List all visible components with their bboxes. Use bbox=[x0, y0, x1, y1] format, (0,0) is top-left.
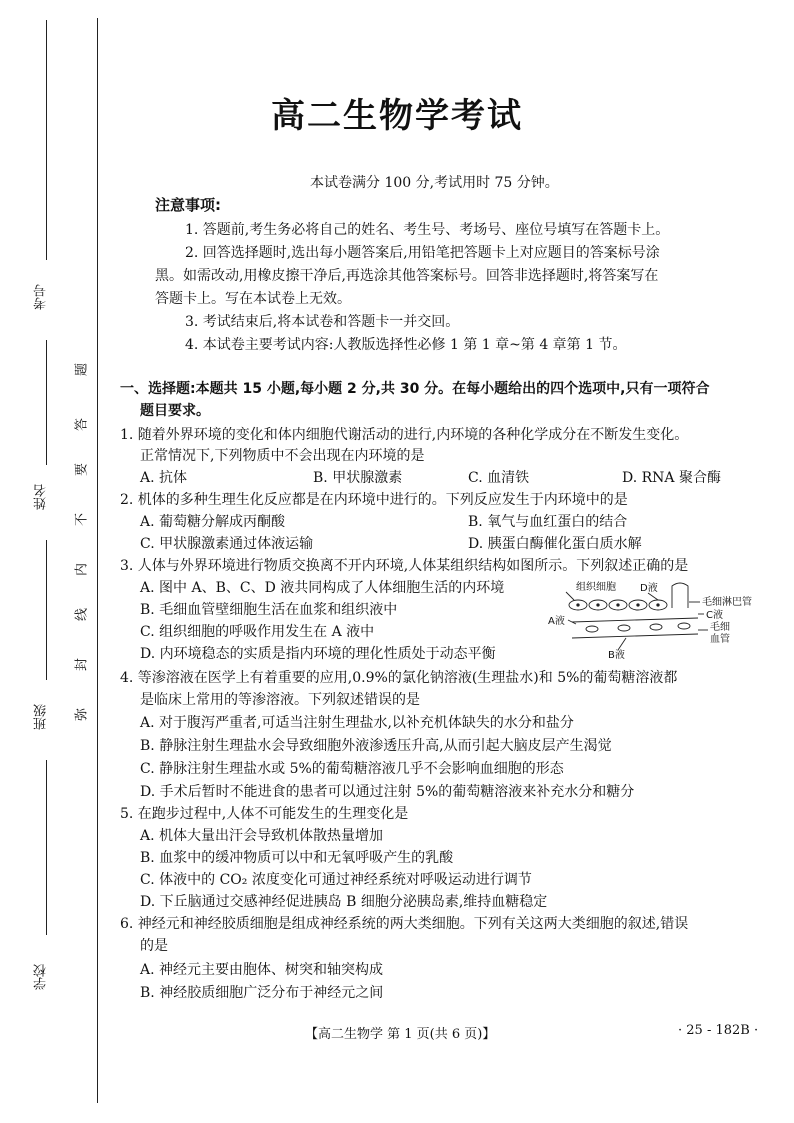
q5-option-a: A. 机体大量出汗会导致机体散热量增加 bbox=[140, 828, 384, 844]
q3-option-b: B. 毛细血管壁细胞生活在血浆和组织液中 bbox=[140, 602, 398, 618]
tissue-structure-diagram bbox=[548, 578, 768, 664]
notice-heading: 注意事项: bbox=[155, 196, 221, 214]
exam-info: 本试卷满分 100 分,考试用时 75 分钟。 bbox=[310, 175, 559, 191]
q1-stem-cont: 正常情况下,下列物质中不会出现在内环境的是 bbox=[140, 448, 425, 464]
page-title: 高二生物学考试 bbox=[271, 96, 523, 136]
name-field bbox=[32, 470, 62, 530]
section-heading: 一、选择题:本题共 15 小题,每小题 2 分,共 30 分。在每小题给出的四个选项中,只有一项符合 bbox=[120, 381, 710, 397]
q4-option-b: B. 静脉注射生理盐水会导致细胞外液渗透压升高,从而引起大脑皮层产生渴觉 bbox=[140, 738, 612, 754]
label-liquid-c: C液 bbox=[706, 610, 723, 621]
paper-code: · 25 - 182B · bbox=[678, 1023, 759, 1038]
q3-stem: 3. 人体与外界环境进行物质交换离不开内环境,人体某组织结构如图所示。下列叙述正确的是 bbox=[120, 558, 689, 574]
label-tissue-cell: 组织细胞 bbox=[576, 582, 616, 593]
label-lymph: 毛细淋巴管 bbox=[702, 597, 752, 608]
q1-option-c: C. 血清铁 bbox=[468, 470, 530, 486]
q1-option-a: A. 抗体 bbox=[140, 470, 188, 486]
class-label: 班级 bbox=[34, 704, 49, 730]
class-line bbox=[32, 540, 62, 690]
q4-option-c: C. 静脉注射生理盐水或 5%的葡萄糖溶液几乎不会影响血细胞的形态 bbox=[140, 761, 564, 777]
q2-option-d: D. 胰蛋白酶催化蛋白质水解 bbox=[468, 536, 642, 552]
notice-line: 2. 回答选择题时,选出每小题答案后,用铅笔把答题卡上对应题目的答案标号涂 bbox=[185, 245, 660, 261]
q4-option-d: D. 手术后暂时不能进食的患者可以通过注射 5%的葡萄糖溶液来补充水分和糖分 bbox=[140, 784, 635, 800]
q6-stem: 6. 神经元和神经胶质细胞是组成神经系统的两大类细胞。下列有关这两大类细胞的叙述,错误 bbox=[120, 916, 689, 932]
notice-line: 答题卡上。写在本试卷上无效。 bbox=[155, 291, 351, 307]
q6-option-b: B. 神经胶质细胞广泛分布于神经元之间 bbox=[140, 985, 384, 1001]
q3-option-a: A. 图中 A、B、C、D 液共同构成了人体细胞生活的内环境 bbox=[140, 580, 505, 596]
q2-stem: 2. 机体的多种生理生化反应都是在内环境中进行的。下列反应发生于内环境中的是 bbox=[120, 492, 628, 508]
q2-option-c: C. 甲状腺激素通过体液运输 bbox=[140, 536, 314, 552]
q4-stem-cont: 是临床上常用的等渗溶液。下列叙述错误的是 bbox=[140, 692, 420, 708]
q4-option-a: A. 对于腹泻严重者,可适当注射生理盐水,以补充机体缺失的水分和盐分 bbox=[140, 715, 574, 731]
notice-line: 黑。如需改动,用橡皮擦干净后,再选涂其他答案标号。回答非选择题时,将答案写在 bbox=[155, 268, 659, 284]
exam-no-line bbox=[32, 20, 62, 280]
binding-margin: 考号 姓名 班级 学校 题 答 要 不 内 线 封 弥 bbox=[0, 0, 110, 1123]
school-field bbox=[32, 950, 62, 1010]
q5-option-c: C. 体液中的 CO₂ 浓度变化可通过神经系统对呼吸运动进行调节 bbox=[140, 872, 532, 888]
label-liquid-b: B液 bbox=[608, 650, 625, 661]
notice-line: 1. 答题前,考生务必将自己的姓名、考生号、考场号、座位号填写在答题卡上。 bbox=[185, 222, 670, 238]
binding-line bbox=[97, 18, 98, 1103]
class-field bbox=[32, 690, 62, 750]
q2-option-a: A. 葡萄糖分解成丙酮酸 bbox=[140, 514, 286, 530]
q2-option-b: B. 氧气与血红蛋白的结合 bbox=[468, 514, 628, 530]
q5-option-d: D. 下丘脑通过交感神经促进胰岛 B 细胞分泌胰岛素,维持血糖稳定 bbox=[140, 894, 548, 910]
q3-option-c: C. 组织细胞的呼吸作用发生在 A 液中 bbox=[140, 624, 375, 640]
notice-line: 4. 本试卷主要考试内容:人教版选择性必修 1 第 1 章~第 4 章第 1 节。 bbox=[185, 337, 627, 353]
name-line bbox=[32, 310, 62, 470]
label-liquid-a: A液 bbox=[548, 616, 565, 627]
q1-option-d: D. RNA 聚合酶 bbox=[622, 470, 721, 486]
label-capillary-1: 毛细 bbox=[710, 622, 730, 633]
q3-option-d: D. 内环境稳态的实质是指内环境的理化性质处于动态平衡 bbox=[140, 646, 496, 662]
page-footer: 【高二生物学 第 1 页(共 6 页)】 bbox=[305, 1027, 496, 1042]
q4-stem: 4. 等渗溶液在医学上有着重要的应用,0.9%的氯化钠溶液(生理盐水)和 5%的葡萄糖溶液都 bbox=[120, 670, 678, 686]
q1-stem: 1. 随着外界环境的变化和体内细胞代谢活动的进行,内环境的各种化学成分在不断发生变化。 bbox=[120, 427, 689, 443]
q6-stem-cont: 的是 bbox=[140, 938, 168, 954]
school-line bbox=[32, 760, 62, 940]
q6-option-a: A. 神经元主要由胞体、树突和轴突构成 bbox=[140, 962, 384, 978]
q5-option-b: B. 血浆中的缓冲物质可以中和无氧呼吸产生的乳酸 bbox=[140, 850, 454, 866]
q1-option-b: B. 甲状腺激素 bbox=[313, 470, 403, 486]
label-capillary-2: 血管 bbox=[710, 634, 730, 645]
notice-line: 3. 考试结束后,将本试卷和答题卡一并交回。 bbox=[185, 314, 460, 330]
section-heading-cont: 题目要求。 bbox=[140, 403, 210, 419]
exam-no-label: 考号 bbox=[34, 284, 49, 310]
school-label: 学校 bbox=[34, 964, 49, 990]
label-liquid-d: D液 bbox=[640, 583, 658, 594]
name-label: 姓名 bbox=[34, 484, 49, 510]
q5-stem: 5. 在跑步过程中,人体不可能发生的生理变化是 bbox=[120, 806, 409, 822]
